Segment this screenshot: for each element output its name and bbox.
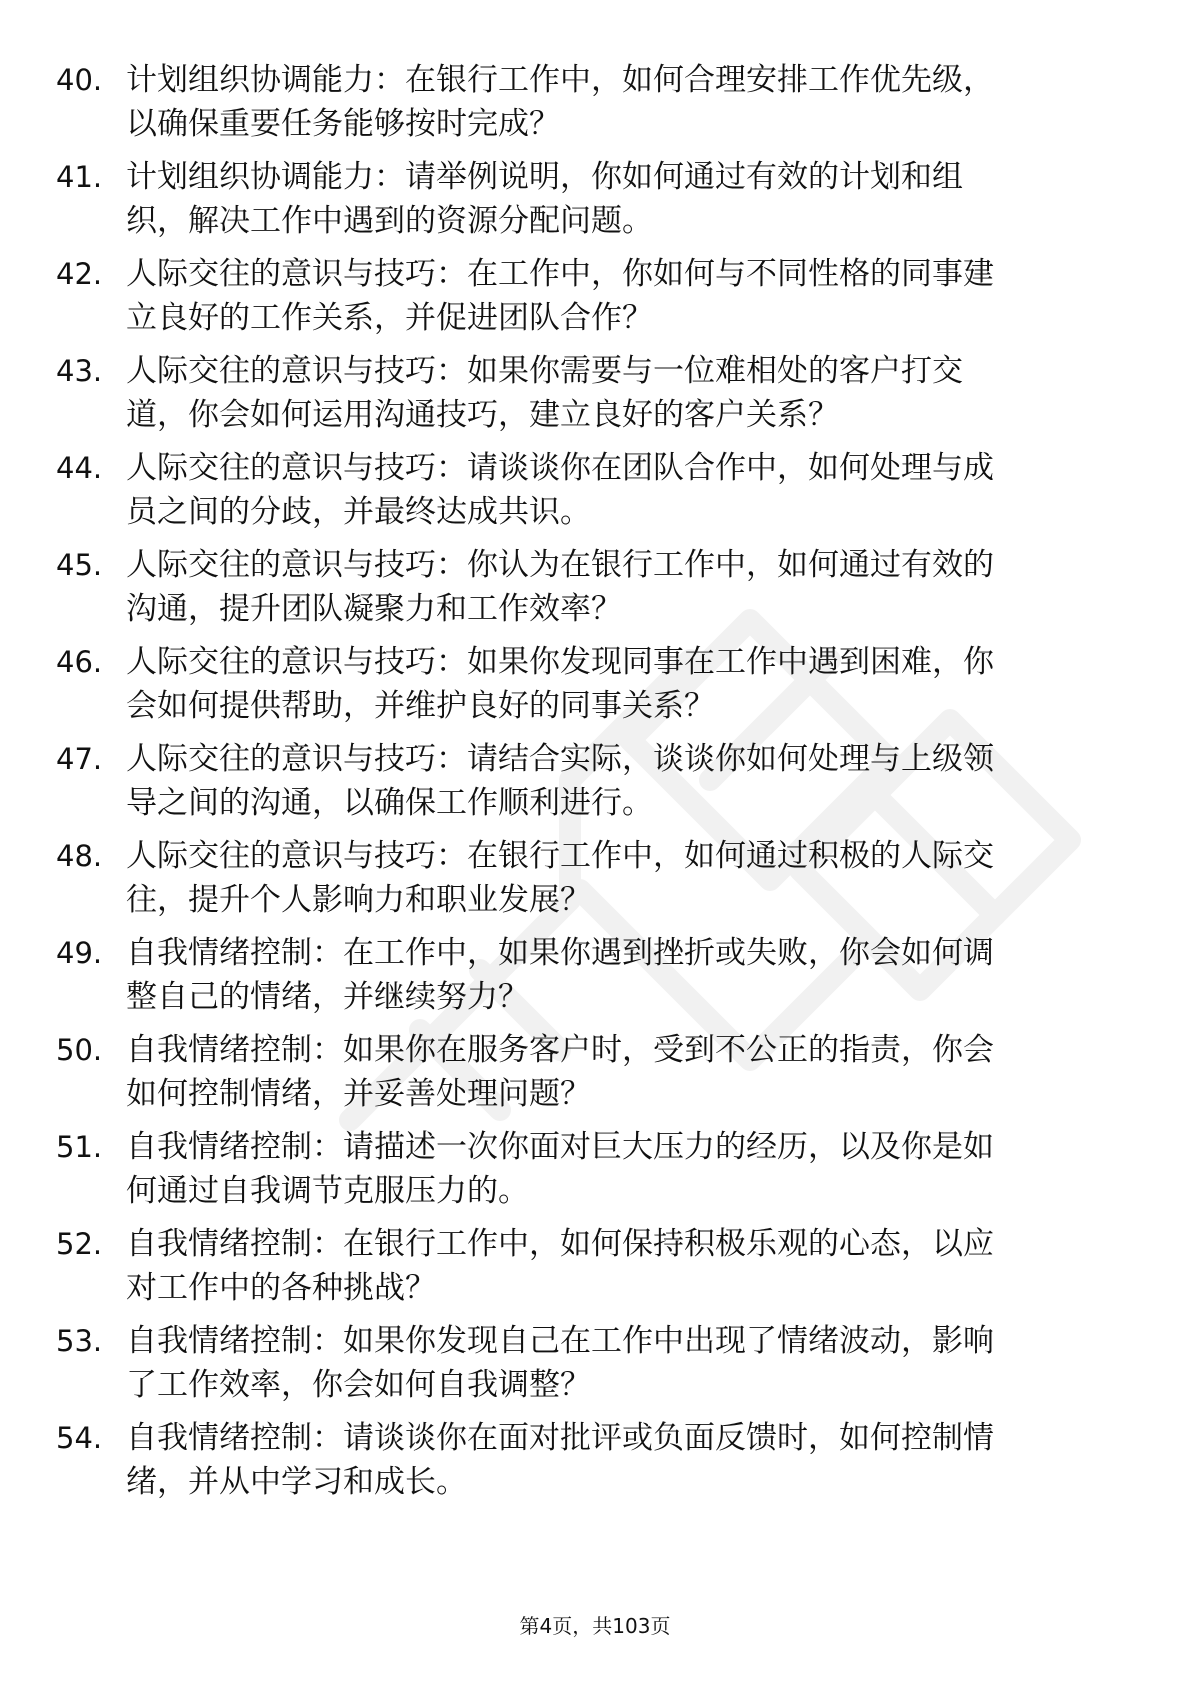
question-text-line: 了工作效率，你会如何自我调整？ [126,1367,591,1403]
question-number: 47. [56,742,103,776]
question-text-line: 道，你会如何运用沟通技巧，建立良好的客户关系？ [126,397,839,433]
question-text-line: 人际交往的意识与技巧：请谈谈你在团队合作中，如何处理与成 [126,450,994,486]
question-number: 40. [56,63,103,97]
question-item [0,155,1190,265]
question-text-line: 自我情绪控制：请谈谈你在面对批评或负面反馈时，如何控制情 [126,1420,994,1456]
question-text-line: 员之间的分歧，并最终达成共识。 [126,494,591,530]
page-footer: 第4页，共103页 [519,1614,671,1638]
question-text-line: 人际交往的意识与技巧：请结合实际，谈谈你如何处理与上级领 [126,741,994,777]
question-item [0,1028,1190,1138]
question-number: 54. [56,1421,103,1455]
question-item [0,1125,1190,1235]
question-item [0,543,1190,653]
question-text-line: 自我情绪控制：请描述一次你面对巨大压力的经历，以及你是如 [126,1129,994,1165]
question-number: 41. [56,160,103,194]
question-text-line: 自我情绪控制：如果你在服务客户时，受到不公正的指责，你会 [126,1032,994,1068]
question-number: 50. [56,1033,103,1067]
question-number: 45. [56,548,103,582]
question-text-line: 往，提升个人影响力和职业发展？ [126,882,591,918]
question-number: 43. [56,354,103,388]
question-item [0,1319,1190,1429]
question-text-line: 人际交往的意识与技巧：在银行工作中，如何通过积极的人际交 [126,838,994,874]
question-text-line: 织，解决工作中遇到的资源分配问题。 [126,203,653,239]
question-number: 42. [56,257,103,291]
question-text-line: 人际交往的意识与技巧：如果你需要与一位难相处的客户打交 [126,353,963,389]
question-item [0,834,1190,944]
question-text-line: 人际交往的意识与技巧：在工作中，你如何与不同性格的同事建 [126,256,994,292]
question-number: 48. [56,839,103,873]
question-item [0,58,1190,168]
question-text-line: 自我情绪控制：如果你发现自己在工作中出现了情绪波动，影响 [126,1323,994,1359]
question-item [0,446,1190,556]
question-text-line: 绪，并从中学习和成长。 [126,1464,467,1500]
question-text-line: 对工作中的各种挑战？ [126,1270,436,1306]
question-item [0,349,1190,459]
question-text-line: 以确保重要任务能够按时完成？ [126,106,560,142]
question-item [0,931,1190,1041]
question-text-line: 自我情绪控制：在工作中，如果你遇到挫折或失败，你会如何调 [126,935,994,971]
question-number: 44. [56,451,103,485]
question-text-line: 计划组织协调能力：在银行工作中，如何合理安排工作优先级， [126,62,994,98]
question-text-line: 整自己的情绪，并继续努力？ [126,979,529,1015]
question-number: 53. [56,1324,103,1358]
question-text-line: 人际交往的意识与技巧：如果你发现同事在工作中遇到困难，你 [126,644,994,680]
question-item [0,737,1190,847]
question-text-line: 如何控制情绪，并妥善处理问题？ [126,1076,591,1112]
question-item [0,252,1190,362]
question-text-line: 自我情绪控制：在银行工作中，如何保持积极乐观的心态，以应 [126,1226,994,1262]
question-number: 51. [56,1130,103,1164]
question-text-line: 立良好的工作关系，并促进团队合作？ [126,300,653,336]
question-item [0,1416,1190,1526]
question-text-line: 人际交往的意识与技巧：你认为在银行工作中，如何通过有效的 [126,547,994,583]
question-item [0,1222,1190,1332]
question-number: 46. [56,645,103,679]
question-text-line: 沟通，提升团队凝聚力和工作效率？ [126,591,622,627]
question-number: 49. [56,936,103,970]
question-number: 52. [56,1227,103,1261]
question-text-line: 会如何提供帮助，并维护良好的同事关系？ [126,688,715,724]
question-text-line: 导之间的沟通，以确保工作顺利进行。 [126,785,653,821]
question-text-line: 计划组织协调能力：请举例说明，你如何通过有效的计划和组 [126,159,963,195]
question-item [0,640,1190,750]
question-text-line: 何通过自我调节克服压力的。 [126,1173,529,1209]
